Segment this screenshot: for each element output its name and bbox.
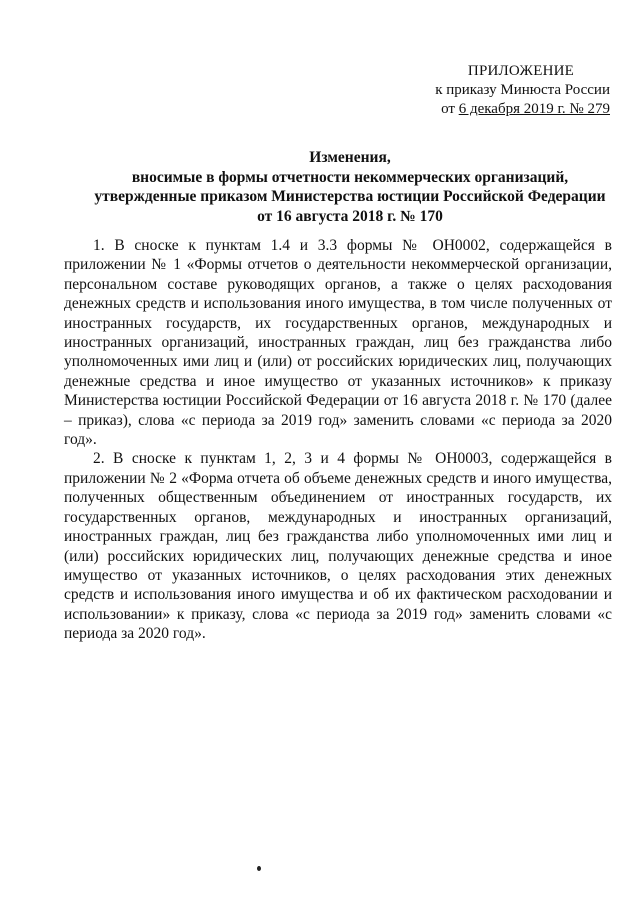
appendix-order-reference: к приказу Минюста России <box>435 82 610 98</box>
appendix-date-prefix: от <box>441 101 455 117</box>
appendix-date-line <box>400 100 610 119</box>
paragraph-1: 1. В сноске к пунктам 1.4 и 3.3 формы № ОН0002, содержащейся в приложении № 1 «Формы отчетов о деятельности некоммерческой организации, персональном составе руководящих органов, а также о целях расходования денежных средств и использования иного имущества, в том числе полученных от иностранных государств, их государственных органов, международных и иностранных организаций, иностранных граждан, лиц без гражданства либо уполномоченных ими лиц и (или) от российских юридических лиц, получающих денежные средства и иное имущество от указанных источников» к приказу Министерства юстиции Российской Федерации от 16 августа 2018 г. № 170 (далее – приказ), слова «с периода за 2019 год» заменить словами «с периода за 2020 год». <box>64 237 612 449</box>
scan-speck <box>257 866 261 871</box>
heading-line-1: Изменения, <box>309 149 391 166</box>
appendix-block <box>400 62 610 119</box>
document-heading <box>40 148 640 226</box>
heading-line-2: вносимые в формы отчетности некоммерческих организаций, <box>131 168 569 186</box>
heading-line-3: утвержденные приказом Министерства юстиции Российской Федерации <box>94 188 606 205</box>
appendix-date-value: 6 декабря 2019 г. № 279 <box>458 101 610 117</box>
document-body <box>64 236 612 644</box>
paragraph-2: 2. В сноске к пунктам 1, 2, 3 и 4 формы № ОН0003, содержащейся в приложении № 2 «Форма отчета об объеме денежных средств и иного имущества, полученных общественным объединением от иностранных государств, их государственных органов, международных и иностранных организаций, иностранных граждан, лиц без гражданства либо уполномоченных ими лиц и (или) российских юридических лиц, получающих денежные средства и иное имущество от указанных источников, о целях расходования этих денежных средств и использования иного имущества и об их фактическом расходовании и использовании» к приказу, слова «с периода за 2019 год» заменить словами «с периода за 2020 год». <box>64 450 612 643</box>
heading-line-4: от 16 августа 2018 г. № 170 <box>257 207 443 225</box>
appendix-title: ПРИЛОЖЕНИЕ <box>467 63 574 79</box>
